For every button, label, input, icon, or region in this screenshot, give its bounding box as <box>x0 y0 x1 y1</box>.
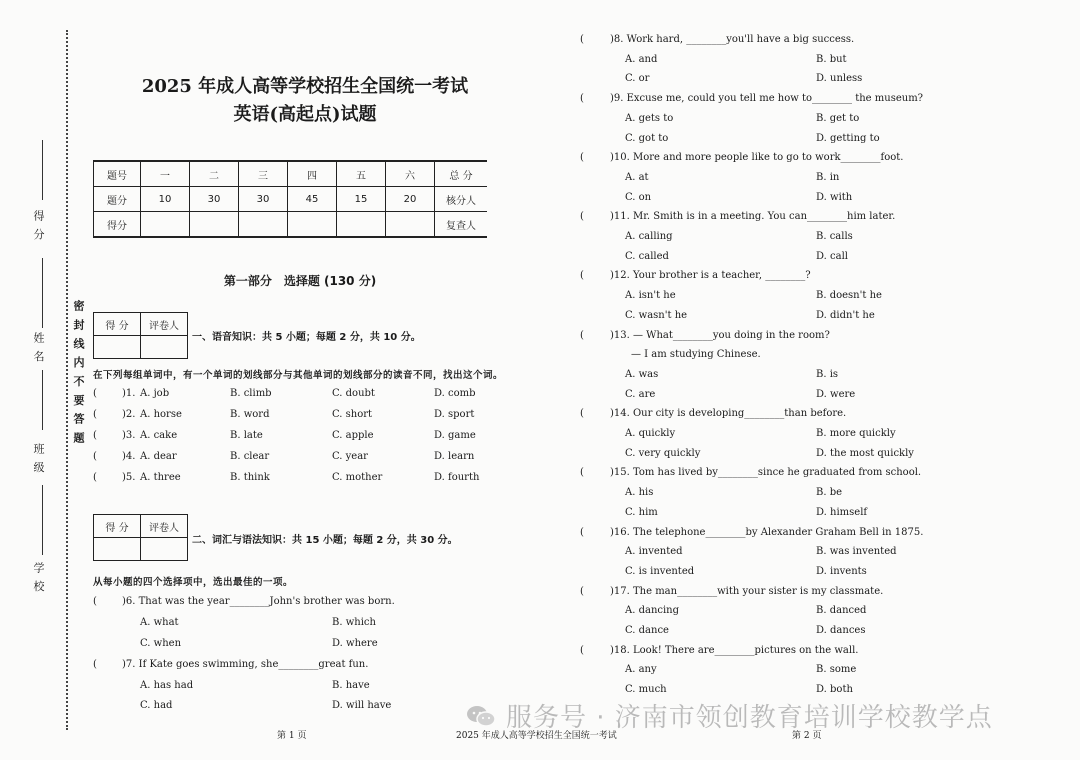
grader-score-label: 得 分 <box>94 515 141 538</box>
option-d: D. invents <box>816 565 867 577</box>
option-b: B. get to <box>816 112 860 124</box>
answer-paren[interactable]: ( <box>580 152 584 164</box>
option-d: D. fourth <box>434 472 480 483</box>
table-cell: 二 <box>190 161 239 187</box>
answer-paren[interactable]: ( <box>580 467 584 479</box>
wechat-icon <box>466 704 496 728</box>
school-label: 学 校 <box>32 562 45 594</box>
option-d: D. didn't he <box>816 309 875 321</box>
option-c: C. got to <box>625 132 669 144</box>
option-c: C. apple <box>332 430 374 441</box>
question-number: )2. <box>122 409 136 420</box>
option-c: C. are <box>625 388 656 400</box>
option-b: B. calls <box>816 231 853 242</box>
option-c: C. called <box>625 250 669 262</box>
option-a: A. quickly <box>625 428 676 439</box>
option-d: D. game <box>434 430 476 441</box>
option-a: A. job <box>140 388 170 399</box>
option-d: D. getting to <box>816 132 880 144</box>
section1-instruction: 在下列每组单词中，有一个单词的划线部分与其他单词的划线部分的读音不同，找出这个词。 <box>93 370 504 381</box>
table-cell: 三 <box>239 161 288 187</box>
footer-center: 2025 年成人高等学校招生全国统一考试 <box>456 731 617 741</box>
option-b: B. was invented <box>816 546 897 558</box>
option-a: A. isn't he <box>625 290 676 302</box>
option-b: B. have <box>332 680 370 691</box>
option-b: B. climb <box>230 388 272 399</box>
option-a: A. three <box>140 472 181 483</box>
option-a: A. and <box>625 53 658 65</box>
option-d: D. dances <box>816 625 866 636</box>
option-c: C. him <box>625 506 658 518</box>
grader-reviewer-input[interactable] <box>141 538 188 561</box>
grader-reviewer-input[interactable] <box>141 336 188 359</box>
option-a: A. what <box>140 617 179 628</box>
table-cell: 六 <box>386 161 435 187</box>
question-stem: )6. That was the year________John's brother was born. <box>122 596 395 607</box>
answer-paren[interactable]: ( <box>93 659 97 670</box>
class-field[interactable] <box>42 370 43 430</box>
score-field[interactable] <box>42 140 43 200</box>
watermark <box>466 697 993 734</box>
option-d: D. unless <box>816 73 863 85</box>
question-stem: )7. If Kate goes swimming, she________great fun. <box>122 659 369 670</box>
grader-score-label: 得 分 <box>94 313 141 336</box>
option-b: B. more quickly <box>816 428 896 439</box>
table-cell: 15 <box>337 187 386 212</box>
answer-paren[interactable]: ( <box>580 270 584 282</box>
question-stem: )16. The telephone________by Alexander Graham Bell in 1875. <box>610 526 924 538</box>
score-table <box>93 160 487 238</box>
answer-paren[interactable]: ( <box>93 596 97 607</box>
option-d: D. comb <box>434 388 476 399</box>
option-c: C. dance <box>625 625 669 636</box>
grader-box-1 <box>93 312 188 359</box>
table-cell: 得分 <box>94 212 141 238</box>
score-input-cell[interactable] <box>386 212 435 238</box>
question-stem: )14. Our city is developing________than before. <box>610 408 847 420</box>
seal-line <box>66 30 68 730</box>
answer-paren[interactable]: ( <box>580 585 584 597</box>
option-a: A. cake <box>140 430 178 441</box>
answer-paren[interactable]: ( <box>580 211 584 223</box>
score-table-row <box>94 187 488 212</box>
question-stem: )17. The man________with your sister is my classmate. <box>610 585 884 597</box>
school-field[interactable] <box>42 485 43 555</box>
question-stem: )18. Look! There are________pictures on the wall. <box>610 644 859 656</box>
answer-paren[interactable]: ( <box>580 408 584 420</box>
table-cell: 30 <box>190 187 239 212</box>
score-input-cell[interactable] <box>190 212 239 238</box>
option-c: C. short <box>332 409 373 420</box>
part1-title: 第一部分 选择题 (130 分) <box>223 274 377 288</box>
option-a: A. was <box>625 368 659 380</box>
score-input-cell[interactable] <box>141 212 190 238</box>
option-a: A. horse <box>140 409 182 420</box>
option-c: C. very quickly <box>625 447 701 459</box>
question-number: )1. <box>122 388 136 399</box>
question-number: )4. <box>122 451 136 462</box>
grader-score-input[interactable] <box>94 336 141 359</box>
option-a: A. at <box>625 171 649 183</box>
option-d: D. sport <box>434 409 475 420</box>
option-d: D. with <box>816 191 853 203</box>
watermark-text: 服务号 · 济南市领创教育培训学校教学点 <box>506 703 993 733</box>
answer-paren[interactable]: ( <box>580 329 584 341</box>
page-number-left: 第 1 页 <box>277 731 307 741</box>
option-b: B. doesn't he <box>816 290 882 302</box>
grader-box-2 <box>93 514 188 561</box>
option-a: A. dancing <box>625 605 680 617</box>
question-number: )5. <box>122 472 136 483</box>
option-a: A. invented <box>625 546 683 558</box>
section2-instruction: 从每小题的四个选择项中，选出最佳的一项。 <box>93 577 294 588</box>
option-c: C. when <box>140 638 182 649</box>
grader-reviewer-label: 评卷人 <box>141 313 188 336</box>
option-c: C. year <box>332 451 368 462</box>
option-c: C. wasn't he <box>625 309 688 321</box>
option-b: B. but <box>816 53 847 65</box>
section1-heading: 一、语音知识：共 5 小题；每题 2 分，共 10 分。 <box>192 332 421 343</box>
table-cell: 四 <box>288 161 337 187</box>
option-d: D. the most quickly <box>816 447 914 459</box>
option-d: D. where <box>332 638 378 649</box>
question-stem: )8. Work hard, ________you'll have a big success. <box>610 34 855 45</box>
option-c: C. had <box>140 700 173 711</box>
option-c: C. or <box>625 73 650 85</box>
question-stem: )15. Tom has lived by________since he graduated from school. <box>610 467 922 479</box>
option-d: D. himself <box>816 506 868 518</box>
answer-paren[interactable]: ( <box>580 34 584 45</box>
table-cell: 五 <box>337 161 386 187</box>
name-label: 姓 名 <box>32 332 45 364</box>
answer-paren[interactable]: ( <box>580 644 584 656</box>
table-cell: 总 分 <box>435 161 488 187</box>
answer-paren[interactable]: ( <box>93 388 97 399</box>
exam-title: 2025 年成人高等学校招生全国统一考试 <box>141 76 469 97</box>
option-b: B. think <box>230 472 270 483</box>
table-cell: 20 <box>386 187 435 212</box>
option-d: D. were <box>816 388 856 400</box>
table-cell: 30 <box>239 187 288 212</box>
option-b: B. late <box>230 430 263 441</box>
score-input-cell[interactable] <box>337 212 386 238</box>
table-cell: 一 <box>141 161 190 187</box>
table-cell: 核分人 <box>435 187 488 212</box>
option-c: C. is invented <box>625 565 695 577</box>
table-cell: 10 <box>141 187 190 212</box>
option-a: A. calling <box>625 231 673 242</box>
option-a: A. has had <box>140 680 194 691</box>
option-d: D. will have <box>332 700 392 711</box>
score-input-cell[interactable] <box>288 212 337 238</box>
option-a: A. any <box>625 664 657 676</box>
option-c: C. doubt <box>332 388 375 399</box>
score-label: 得 分 <box>32 210 45 242</box>
option-b: B. some <box>816 664 857 676</box>
table-cell: 45 <box>288 187 337 212</box>
answer-paren[interactable]: ( <box>580 93 584 105</box>
answer-paren[interactable]: ( <box>93 451 97 462</box>
seal-warning: 密 封 线 内 不 要 答 题 <box>72 300 85 445</box>
option-b: B. which <box>332 617 376 628</box>
table-cell: 题号 <box>94 161 141 187</box>
score-table-row <box>94 161 488 187</box>
score-input-cell[interactable] <box>239 212 288 238</box>
answer-paren[interactable]: ( <box>580 526 584 538</box>
question-stem: )12. Your brother is a teacher, ________? <box>610 270 811 282</box>
option-b: B. clear <box>230 451 270 462</box>
option-b: B. word <box>230 409 270 420</box>
grader-score-input[interactable] <box>94 538 141 561</box>
option-b: B. be <box>816 487 843 499</box>
exam-subtitle: 英语(高起点)试题 <box>233 104 377 125</box>
page-number-right: 第 2 页 <box>792 731 822 741</box>
table-cell: 题分 <box>94 187 141 212</box>
option-c: C. much <box>625 684 667 696</box>
question-stem: )13. — What________you doing in the room? <box>610 329 830 341</box>
score-table-row <box>94 212 488 238</box>
grader-reviewer-label: 评卷人 <box>141 515 188 538</box>
section2-heading: 二、词汇与语法知识：共 15 小题；每题 2 分，共 30 分。 <box>192 535 458 546</box>
answer-paren[interactable]: ( <box>93 472 97 483</box>
option-b: B. danced <box>816 605 867 617</box>
option-c: C. on <box>625 191 652 203</box>
table-cell: 复查人 <box>435 212 488 238</box>
option-b: B. in <box>816 171 840 183</box>
option-d: D. learn <box>434 451 475 462</box>
option-a: A. gets to <box>625 112 674 124</box>
question-stem: )9. Excuse me, could you tell me how to________ the museum? <box>610 93 924 105</box>
option-a: A. dear <box>140 451 177 462</box>
question-number: )3. <box>122 430 136 441</box>
option-d: D. both <box>816 684 853 696</box>
answer-paren[interactable]: ( <box>93 430 97 441</box>
answer-paren[interactable]: ( <box>93 409 97 420</box>
option-a: A. his <box>625 487 654 499</box>
question-extra: — I am studying Chinese. <box>631 349 761 361</box>
option-b: B. is <box>816 368 839 380</box>
question-stem: )11. Mr. Smith is in a meeting. You can________him later. <box>610 211 896 223</box>
name-field[interactable] <box>42 258 43 328</box>
class-label: 班 级 <box>32 443 45 475</box>
question-stem: )10. More and more people like to go to work________foot. <box>610 152 904 164</box>
option-d: D. call <box>816 250 848 262</box>
option-c: C. mother <box>332 472 383 483</box>
